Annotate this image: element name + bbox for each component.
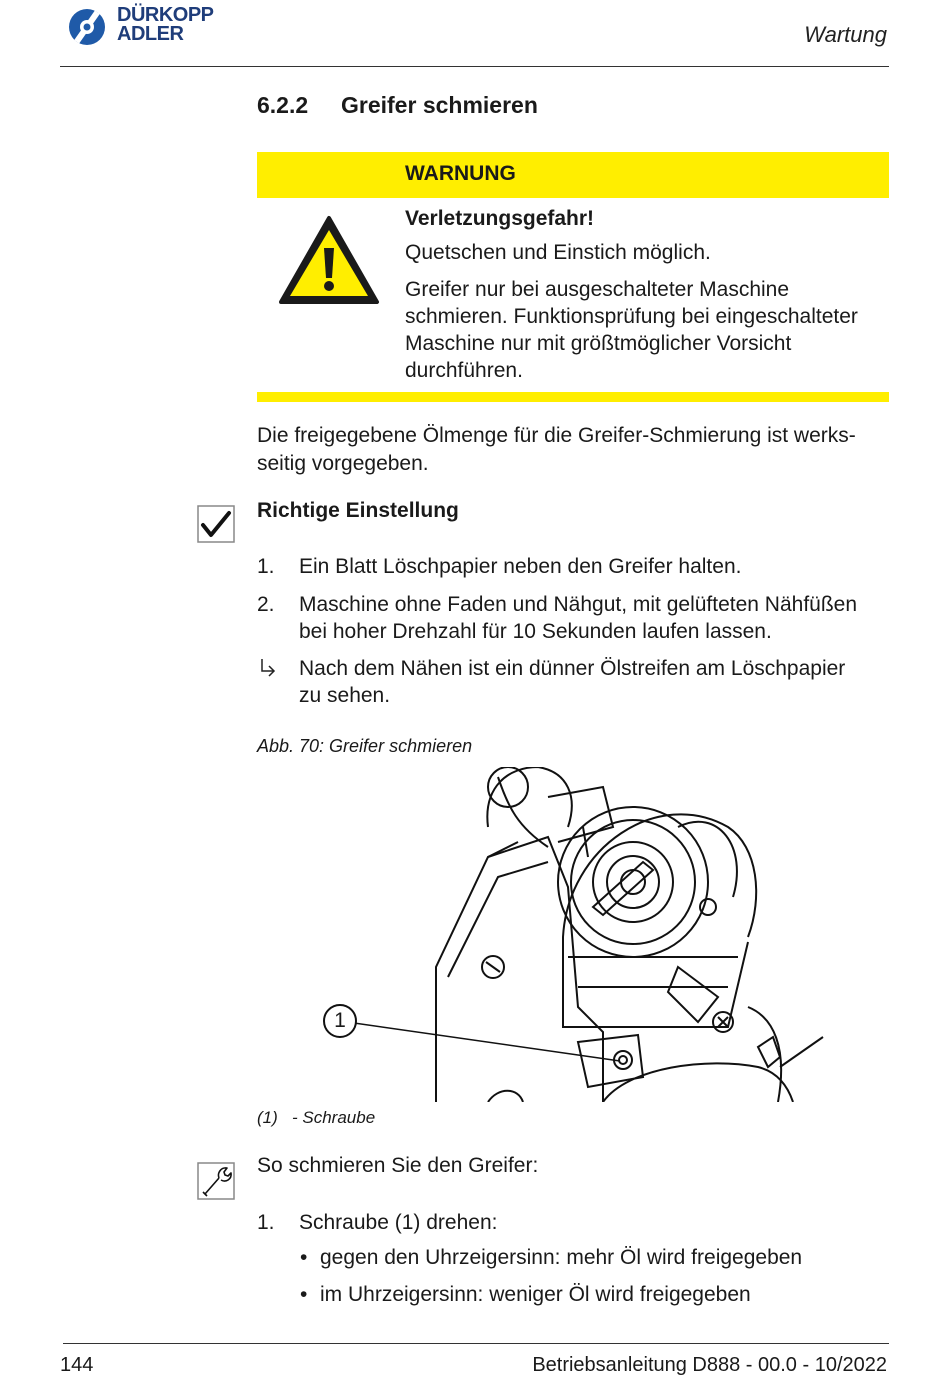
- result-text-line: zu sehen.: [299, 684, 391, 707]
- header-divider: [60, 66, 889, 67]
- step-number: 2.: [257, 593, 275, 616]
- logo-line-2: ADLER: [117, 23, 184, 45]
- footer-divider: [63, 1343, 889, 1344]
- section-header: Wartung: [804, 22, 887, 47]
- bullet-dot: •: [300, 1283, 308, 1306]
- checkmark-icon: [197, 505, 235, 543]
- procedure-step-number: 1.: [257, 1211, 275, 1234]
- callout-marker: [323, 1004, 357, 1038]
- legend-text: - Schraube: [292, 1108, 376, 1127]
- warning-label: WARNUNG: [405, 162, 516, 185]
- figure-caption: Abb. 70: Greifer schmieren: [257, 736, 473, 756]
- chapter-number: 6.2.2: [257, 92, 309, 118]
- warning-text-line: Quetschen und Einstich möglich.: [405, 241, 711, 264]
- procedure-intro: So schmieren Sie den Greifer:: [257, 1154, 539, 1177]
- logo-wordmark: [117, 6, 214, 44]
- chapter-title-text: Greifer schmieren: [341, 92, 538, 118]
- bullet-text: im Uhrzeigersinn: weniger Öl wird freigegeben: [320, 1283, 751, 1306]
- warning-subtitle: Verletzungsgefahr!: [405, 207, 595, 230]
- step-text-line: bei hoher Drehzahl für 10 Sekunden laufen lassen.: [299, 620, 772, 643]
- paragraph-line: seitig vorgegeben.: [257, 452, 429, 475]
- page-number: 144: [60, 1354, 94, 1376]
- warning-footer-bar: [257, 392, 889, 402]
- warning-triangle-icon: [277, 214, 381, 306]
- step-text-line: Maschine ohne Faden und Nähgut, mit gelüfteten Nähfüßen: [299, 593, 858, 616]
- paragraph-line: Die freigegebene Ölmenge für die Greifer-Schmierung ist werks-: [257, 424, 856, 447]
- document-reference: Betriebsanleitung D888 - 00.0 - 10/2022: [532, 1354, 887, 1376]
- intro-paragraph: [257, 422, 897, 478]
- step-number: 1.: [257, 555, 275, 578]
- warning-text-line: durchführen.: [405, 359, 523, 382]
- step-text: Ein Blatt Löschpapier neben den Greifer halten.: [299, 555, 742, 578]
- warning-header-bar: [257, 152, 889, 198]
- step-text: [299, 591, 899, 645]
- warning-text-line: schmieren. Funktionsprüfung bei eingeschalteter: [405, 305, 858, 328]
- callout-number: 1: [334, 1009, 346, 1032]
- result-arrow-icon: [257, 657, 279, 679]
- warning-text-line: Maschine nur mit größtmöglicher Vorsicht: [405, 332, 792, 355]
- legend-number: (1): [257, 1108, 278, 1127]
- warning-text-line: Greifer nur bei ausgeschalteter Maschine: [405, 278, 790, 301]
- callout-leader-line: [340, 1017, 630, 1067]
- procedure-step-text: Schraube (1) drehen:: [299, 1211, 498, 1234]
- bullet-dot: •: [300, 1246, 308, 1269]
- result-text-line: Nach dem Nähen ist ein dünner Ölstreifen am Löschpapier: [299, 657, 846, 680]
- logo-line-1: DÜRKOPP: [117, 4, 214, 26]
- correct-setting-heading: Richtige Einstellung: [257, 499, 459, 522]
- wrench-icon: [197, 1162, 235, 1200]
- bullet-text: gegen den Uhrzeigersinn: mehr Öl wird freigegeben: [320, 1246, 803, 1269]
- result-text: [299, 655, 899, 709]
- chapter-title: [257, 92, 538, 119]
